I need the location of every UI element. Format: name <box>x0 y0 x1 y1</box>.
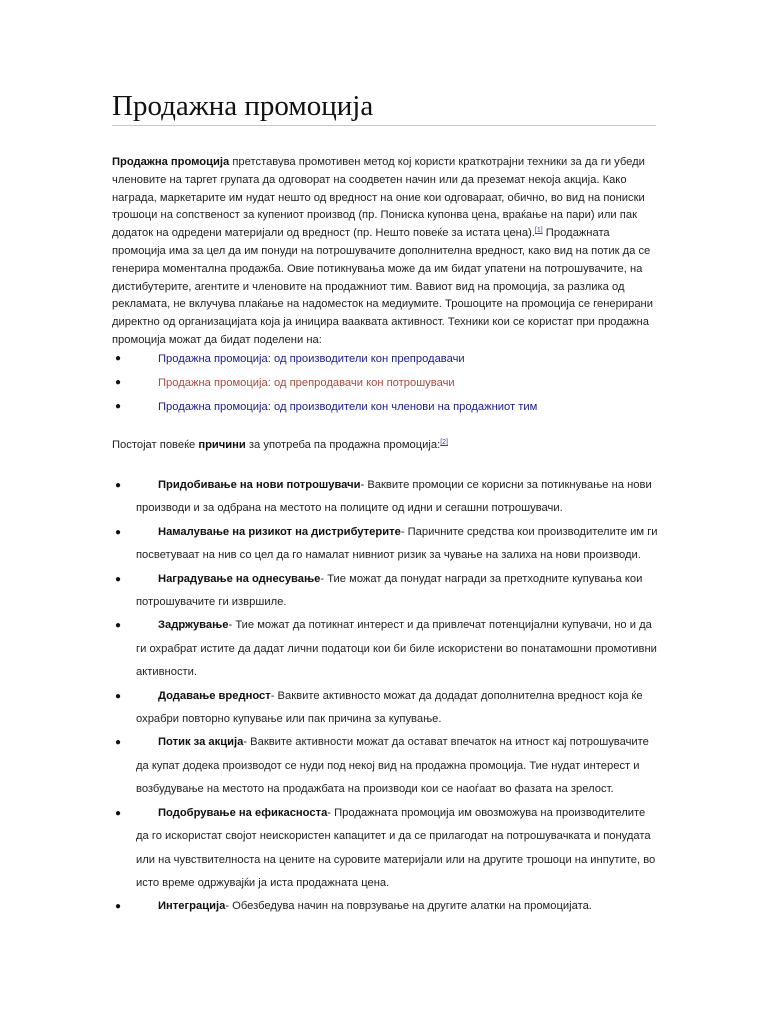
item-title: Додавање вредност <box>158 689 271 702</box>
list-item <box>112 350 660 374</box>
list-item <box>112 614 660 684</box>
item-description: - Тие можат да потикнат интерест и да привлечат потенцијални купувачи, но и да ги охрабрат истите да дадат лични податоци кои би биле искористени во понатамошни промотивни активности. <box>136 619 657 679</box>
intro-text-part1: претставува промотивен метод кој користи краткотрајни техники за да ги убеди членовите на таргет групата да одговорат на соодветен начин или да преземат некоја акција. Како награда, маркетарите им нудат нешто од вредност на оние кои одговараат, обично, во вид на пониски трошоци на сопственост за купениот производ (пр. Пониска купонва цена, враќање на пари) или пак додаток на одредени материјали од вредност (пр. Нешто повеќе за истата цена). <box>112 156 645 240</box>
link-manufacturers-to-resellers[interactable]: Продажна промоција: од производители кон препродавачи <box>158 353 465 365</box>
bullet-icon: ● <box>115 377 122 388</box>
bullet-icon: ● <box>115 526 122 538</box>
page-title: Продажна промоција <box>112 90 374 122</box>
bullet-icon: ● <box>115 690 122 702</box>
list-item <box>112 474 660 521</box>
item-description: - Обезбедува начин на поврзување на другите алатки на промоцијата. <box>225 900 592 913</box>
item-description: - Ваквите активносто можат да додадат дополнителна вредност која ќе охрабри повторно купување или пак причина за купување. <box>136 689 643 726</box>
bullet-icon: ● <box>115 901 122 913</box>
reasons-paragraph <box>112 436 448 454</box>
bullet-icon: ● <box>115 573 122 585</box>
item-title: Намалување на ризикот на дистрибутерите <box>158 525 401 538</box>
item-description: - Тие можат да понудат награди за претходните купувања кои потрошувачите ги извршиле. <box>136 572 643 609</box>
list-item <box>112 374 660 398</box>
item-title: Задржување <box>158 619 229 632</box>
item-title: Придобивање на нови потрошувачи <box>158 479 361 491</box>
intro-paragraph <box>112 154 660 350</box>
bullet-icon: ● <box>115 620 122 632</box>
link-resellers-to-consumers[interactable]: Продажна промоција: од препродавачи кон потрошувачи <box>158 377 455 389</box>
footnote-ref-2-link[interactable]: [2] <box>440 439 449 446</box>
bullet-icon: ● <box>115 807 122 819</box>
footnote-ref-1[interactable] <box>535 227 543 234</box>
item-title: Интеграција <box>158 900 226 913</box>
reasons-post-text: за употреба па продажна промоција: <box>245 439 441 451</box>
bullet-icon: ● <box>115 480 122 491</box>
list-item <box>112 398 660 422</box>
title-divider <box>112 125 656 126</box>
list-item <box>112 802 660 896</box>
item-description: - Ваквите активности можат да остават впечаток на итност кај потрошувачите да купат додека производот се нуди под некој вид на продажна промоција. Тие нудат интерест и возбудување на местото на продажбата на производи кои се наоѓаат во фазата на зрелост. <box>136 736 649 796</box>
item-description: - Паричните средства кои производителите им ги посветуваат на нив со цел да го намалат нивниот ризик за чување на залиха на нови производи. <box>136 525 658 562</box>
list-item <box>112 685 660 732</box>
reasons-bold-term: причини <box>198 439 246 451</box>
technique-links-list <box>112 350 660 422</box>
item-title: Подобрување на ефикасноста <box>158 806 328 819</box>
reasons-list <box>112 474 660 919</box>
intro-bold-term: Продажна промоција <box>112 156 230 168</box>
intro-text-part2: Продажната промоција има за цел да им понуди на потрошувачите дополнителна вредност, како вид на потик да се генерира моментална продажба. Овие потикнувања може да им бидат упатени на потрошувачите, на дистибутерите, агентите и членовите на продажниот тим. Вавиот вид на промоција, за разлика од рекламата, не вклучува плаќање на надоместок на медиумите. Трошоците на промоција се генерирани директно од организацијата која ја иницира вааквата активност. Техники кои се користат при продажна промоција можат да бидат поделени на: <box>112 227 653 346</box>
bullet-icon: ● <box>115 737 122 749</box>
list-item <box>112 568 660 615</box>
item-description: - Продажната промоција им овозможува на производителите да го искористат својот неискористен капацитет и да се прилагодат на потрошувачката и понудата или на чувствителноста на цените на суровите материјали или на другите трошоци на инпутите, во исто време одржувајќи ја иста продажната цена. <box>136 806 656 889</box>
item-title: Потик за акција <box>158 736 244 749</box>
footnote-ref-1-link[interactable]: [1] <box>534 227 543 235</box>
list-item <box>112 731 660 801</box>
item-title: Наградување на однесување <box>158 572 321 585</box>
bullet-icon: ● <box>115 353 122 364</box>
link-manufacturers-to-sales-team[interactable]: Продажна промоција: од производители кон членови на продажниот тим <box>158 401 538 413</box>
list-item <box>112 895 660 918</box>
footnote-ref-2[interactable] <box>440 439 448 446</box>
reasons-pre-text: Постојат повеќе <box>112 439 199 451</box>
list-item <box>112 521 660 568</box>
bullet-icon: ● <box>115 401 122 412</box>
item-description: - Ваквите промоции се корисни за потикнување на нови производи и за одбрана на местото на полиците од идни и сегашни потрошувачи. <box>136 479 652 515</box>
